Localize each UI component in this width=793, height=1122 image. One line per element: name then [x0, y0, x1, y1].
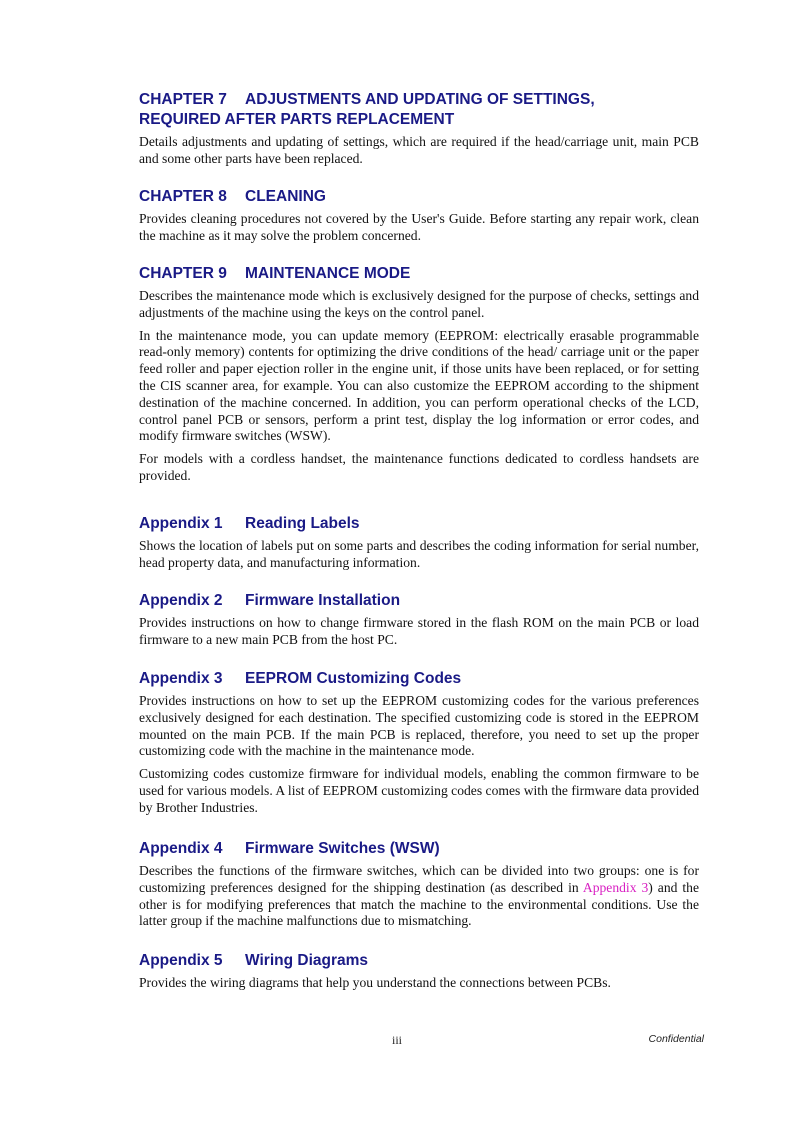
section-number: CHAPTER 8 — [139, 188, 227, 205]
section-title: Firmware Switches (WSW) — [245, 840, 440, 857]
section-body: Provides instructions on how to set up the EEPROM customizing codes for the various preferences exclusively designed for each destination. The specified customizing code is stored in the EEPROM mounted on the main PCB. If the main PCB is replaced, therefore, you need to set up the proper customizing code with the machine in the maintenance mode. — [139, 693, 699, 759]
section-body: Provides instructions on how to change firmware stored in the flash ROM on the main PCB or load firmware to a new main PCB from the host PC. — [139, 615, 699, 647]
confidential-label: Confidential — [648, 1033, 704, 1045]
section-title: Firmware Installation — [245, 592, 401, 609]
page-number: iii — [391, 1033, 402, 1047]
body-text: Describes the functions of the firmware switches, which can be divided into two groups: one is for customizing preferences designed for the shipping destination (as described in — [139, 863, 699, 895]
section-heading — [139, 90, 699, 110]
section-number: Appendix 1 — [139, 515, 223, 532]
section-chapter-8 — [139, 187, 699, 245]
section-body — [139, 863, 699, 930]
section-heading — [139, 669, 699, 689]
section-body: For models with a cordless handset, the maintenance functions dedicated to cordless handsets are provided. — [139, 451, 699, 483]
section-appendix-1 — [139, 514, 699, 572]
section-title-continued: REQUIRED AFTER PARTS REPLACEMENT — [139, 111, 455, 128]
section-title: EEPROM Customizing Codes — [245, 670, 462, 687]
section-body: Customizing codes customize firmware for individual models, enabling the common firmware to be used for various models. A list of EEPROM customizing codes comes with the firmware data provided by Brother Industries. — [139, 766, 699, 815]
section-appendix-5 — [139, 951, 699, 992]
section-body: Describes the maintenance mode which is exclusively designed for the purpose of checks, settings and adjustments of the machine using the keys on the control panel. — [139, 288, 699, 320]
section-number: Appendix 2 — [139, 592, 223, 609]
section-title: Wiring Diagrams — [245, 952, 369, 969]
section-title: ADJUSTMENTS AND UPDATING OF SETTINGS, — [245, 91, 595, 108]
section-number: CHAPTER 7 — [139, 91, 227, 108]
section-heading — [139, 951, 699, 971]
section-body: Provides cleaning procedures not covered by the User's Guide. Before starting any repair work, clean the machine as it may solve the problem concerned. — [139, 211, 699, 243]
section-number: Appendix 3 — [139, 670, 223, 687]
body-text: ) and the other is for modifying preferences that match the machine to the environmental conditions. Use the latter group if the machine malfunctions due to mismatching. — [139, 879, 699, 929]
section-heading — [139, 514, 699, 534]
section-appendix-4 — [139, 839, 699, 930]
section-body: Shows the location of labels put on some parts and describes the coding information for serial number, head property data, and manufacturing information. — [139, 538, 699, 570]
section-body: Details adjustments and updating of settings, which are required if the head/carriage unit, main PCB and some other parts have been replaced. — [139, 134, 699, 166]
section-chapter-9 — [139, 264, 699, 485]
section-body: In the maintenance mode, you can update memory (EEPROM: electrically erasable programmable read-only memory) contents for optimizing the drive conditions of the head/ carriage unit or the paper feed roller and paper ejection roller in the engine unit, if those units have been replaced, or for setting the CIS scanner area, for example. You can also customize the EEPROM according to the shipment destination of the machine concerned. In addition, you can perform operational checks of the LCD, control panel PCB or sensors, perform a print test, display the log information or error codes, and modify firmware switches (WSW). — [139, 327, 699, 444]
section-appendix-3 — [139, 669, 699, 817]
section-heading — [139, 187, 699, 207]
section-title: MAINTENANCE MODE — [245, 265, 411, 282]
section-number: Appendix 5 — [139, 952, 223, 969]
section-appendix-2 — [139, 591, 699, 649]
section-body: Provides the wiring diagrams that help you understand the connections between PCBs. — [139, 975, 611, 990]
section-number: CHAPTER 9 — [139, 265, 227, 282]
section-heading — [139, 591, 699, 611]
section-heading — [139, 839, 699, 859]
section-chapter-7 — [139, 90, 699, 168]
section-number: Appendix 4 — [139, 840, 223, 857]
section-heading — [139, 264, 699, 284]
section-title: CLEANING — [245, 188, 326, 205]
section-title: Reading Labels — [245, 515, 360, 532]
appendix-3-link[interactable]: Appendix 3 — [582, 879, 649, 895]
